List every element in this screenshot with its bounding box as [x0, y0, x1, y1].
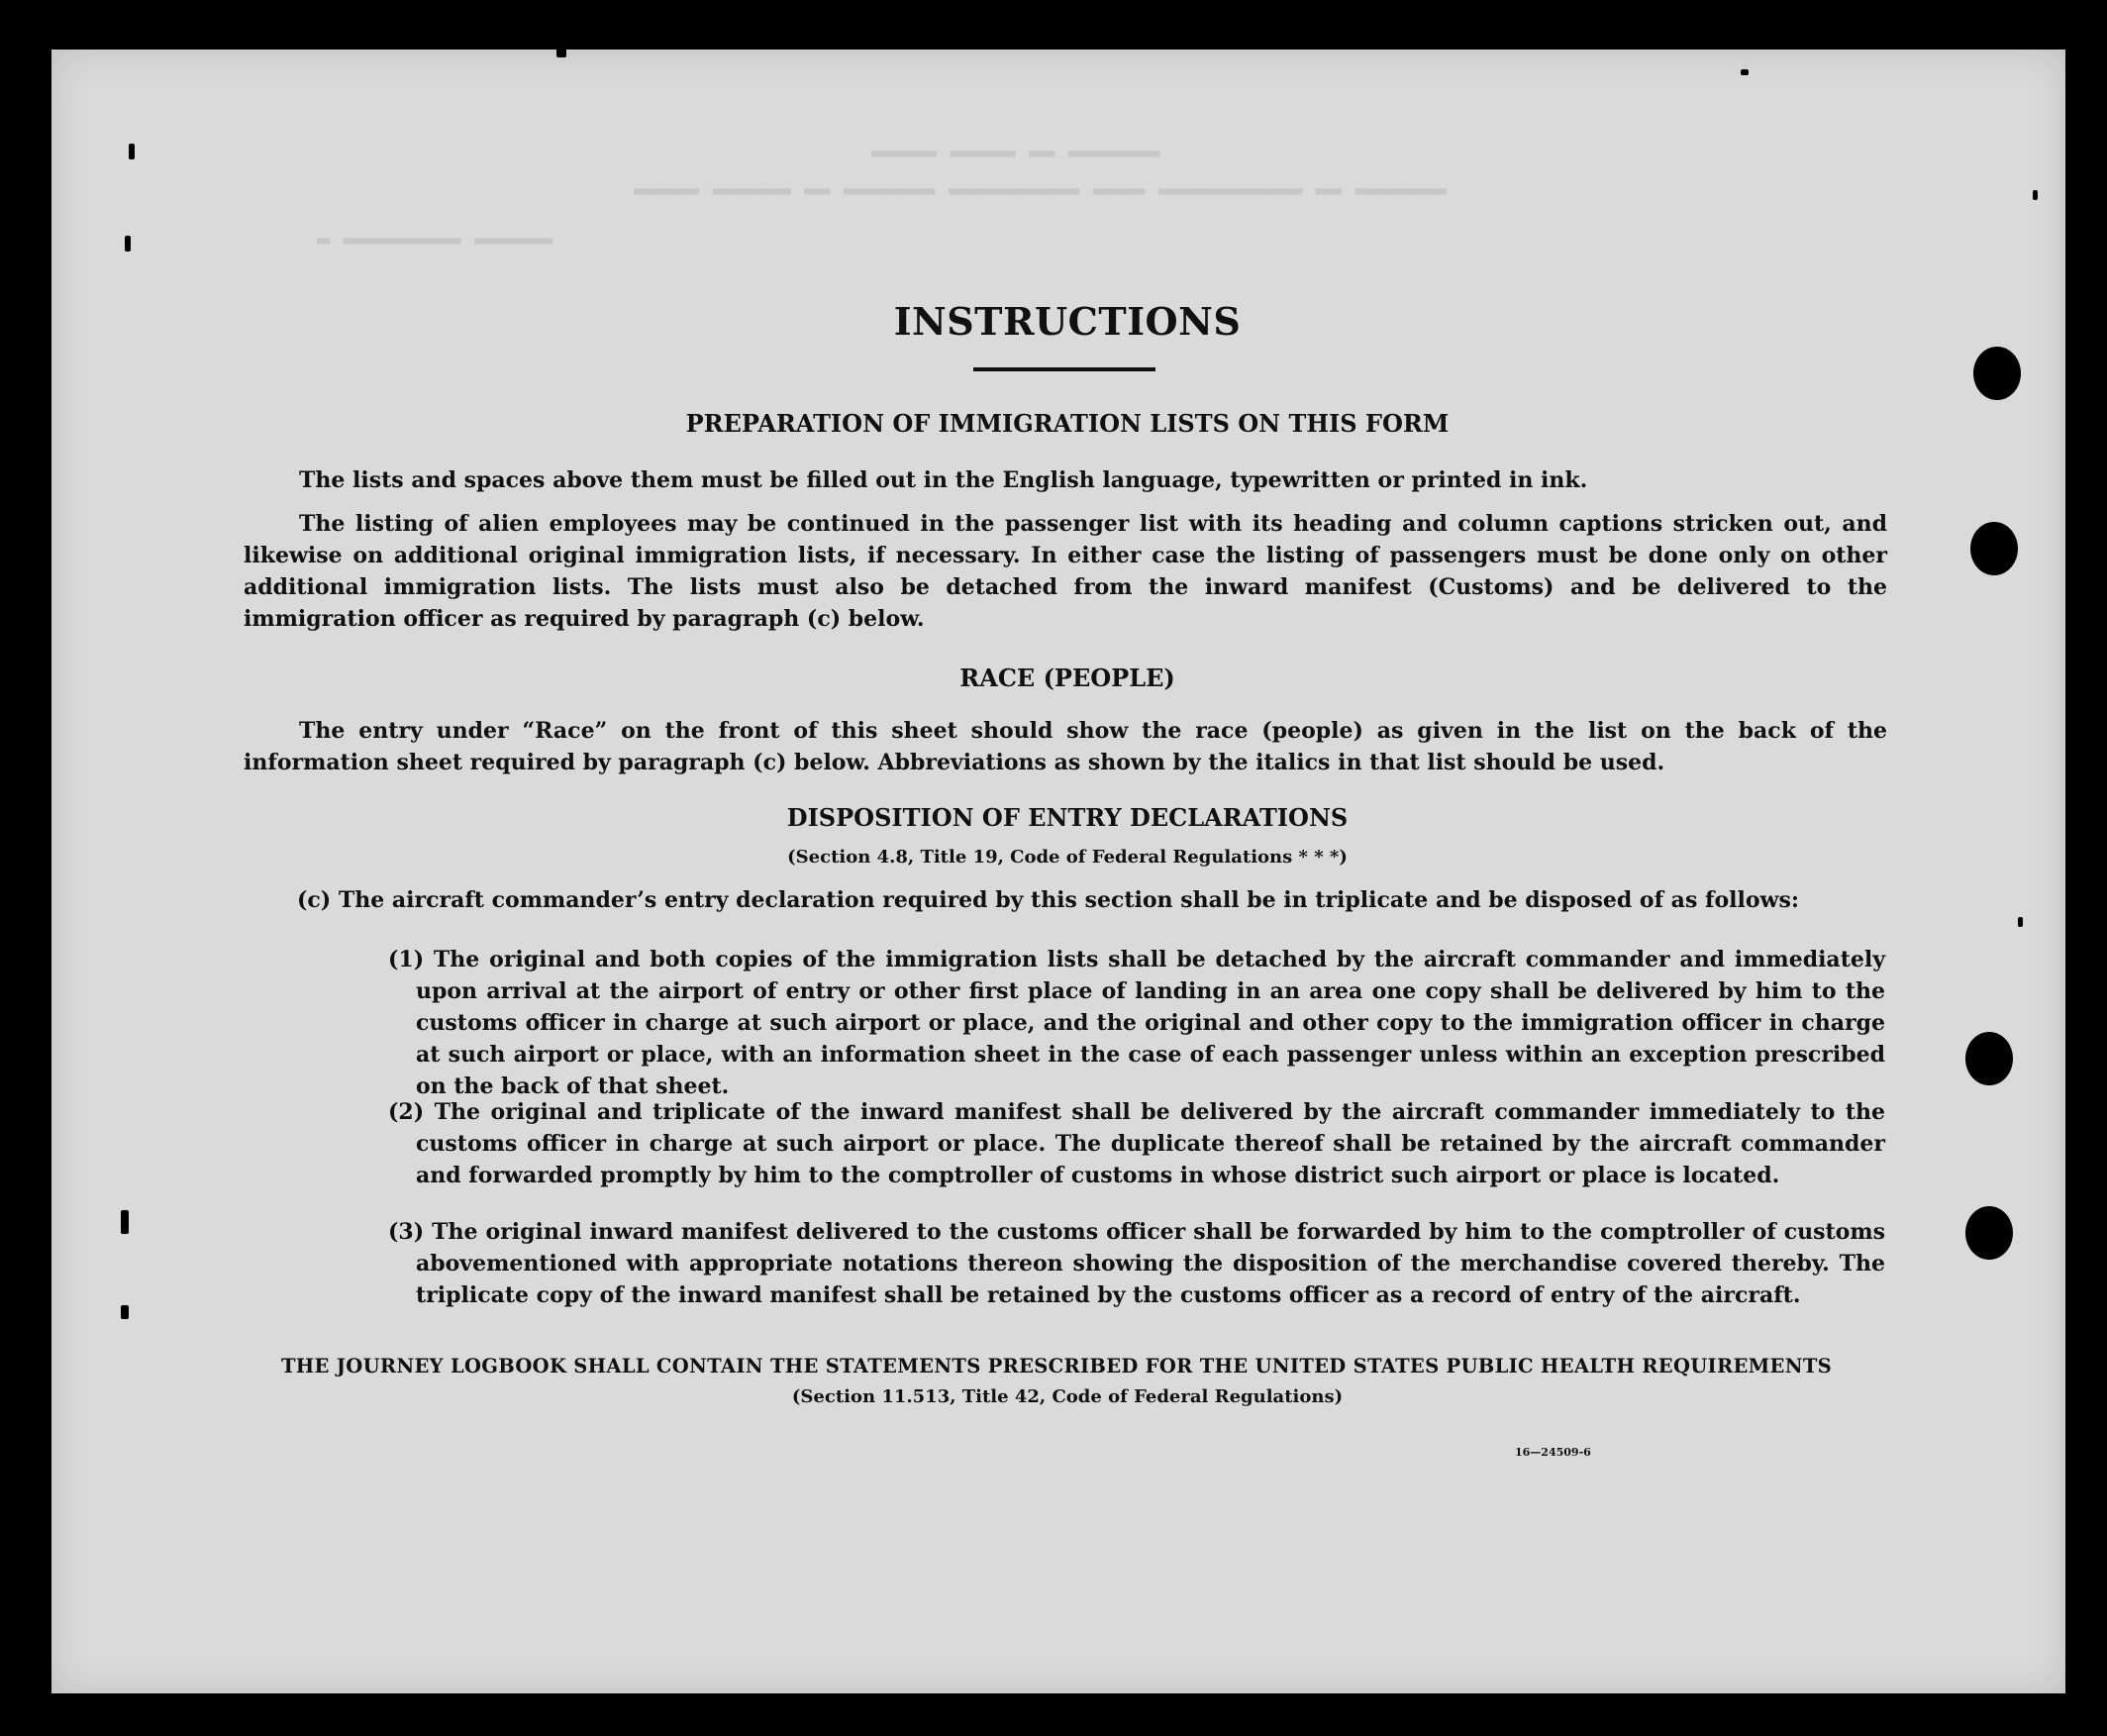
bleed-through-text: ▬ ▬▬▬▬▬▬▬▬▬ ▬▬▬▬▬▬	[317, 228, 553, 253]
footer-citation: (Section 11.513, Title 42, Code of Federal Regulations)	[791, 1386, 1344, 1407]
page-title: INSTRUCTIONS	[893, 299, 1242, 344]
bleed-through-text: ▬▬▬▬▬ ▬▬▬▬▬▬ ▬▬ ▬▬▬▬▬▬▬ ▬▬▬▬▬▬▬▬▬▬ ▬▬▬▬ ▬▬▬▬▬▬▬▬▬▬▬ ▬▬ ▬▬▬▬▬▬▬	[634, 178, 1448, 203]
section-heading-immigration-lists: PREPARATION OF IMMIGRATION LISTS ON THIS FORM	[685, 409, 1450, 438]
bleed-through-text: ▬▬▬▬▬ ▬▬▬▬▬ ▬▬ ▬▬▬▬▬▬▬	[871, 141, 1160, 165]
scan-speck	[121, 1210, 129, 1234]
footer-health-requirements: THE JOURNEY LOGBOOK SHALL CONTAIN THE STATEMENTS PRESCRIBED FOR THE UNITED STATES PUBLIC HEALTH REQUIREMENTS	[280, 1355, 1833, 1378]
section-heading-disposition: DISPOSITION OF ENTRY DECLARATIONS	[786, 803, 1349, 832]
section-heading-race: RACE (PEOPLE)	[959, 664, 1175, 692]
scan-speck	[129, 144, 135, 159]
scan-speck	[121, 1305, 129, 1319]
scan-speck	[2033, 190, 2038, 200]
paragraph-c-intro: (c) The aircraft commander’s entry declaration required by this section shall be in triplicate and be disposed of as follows:	[297, 887, 1799, 913]
binder-hole	[1965, 1206, 2013, 1260]
binder-hole	[1965, 1032, 2013, 1085]
binder-hole	[1970, 522, 2018, 575]
scan-speck	[556, 44, 566, 57]
list-item-1: (1) The original and both copies of the immigration lists shall be detached by the aircraft commander and immediately upon arrival at the airport of entry or other first place of landing in an area one copy shall be delivered by him to the customs officer in charge at such airport or place, and the original and other copy to the immigration officer in charge at such airport or place, with an information sheet in the case of each passenger unless within an exception prescribed on the back of that sheet.	[388, 947, 1885, 1099]
paragraph-alien-employees: The listing of alien employees may be continued in the passenger list with its heading and column captions stricken out, and likewise on additional original immigration lists, if necessary. In either case the listing of passengers must be done only on other additional immigration lists. The lists must also be detached from the inward manifest (Customs) and be delivered to the immigration officer as required by paragraph (c) below.	[244, 511, 1887, 632]
document-page	[51, 50, 2065, 1693]
title-underline	[973, 367, 1155, 371]
binder-hole	[1973, 347, 2021, 400]
list-item-3: (3) The original inward manifest delivered to the customs officer shall be forwarded by him to the comptroller of customs abovementioned with appropriate notations thereon showing the disposition of the merchandise covered thereby. The triplicate copy of the inward manifest shall be retained by the customs officer as a record of entry of the aircraft.	[388, 1219, 1885, 1308]
scan-speck	[1741, 69, 1749, 75]
paragraph-race-entry: The entry under “Race” on the front of this sheet should show the race (people) as given in the list on the back of the information sheet required by paragraph (c) below. Abbreviations as shown by the italics in that list should be used.	[244, 718, 1887, 775]
form-number: 16—24509-6	[1515, 1446, 1591, 1459]
regulation-citation: (Section 4.8, Title 19, Code of Federal Regulations * * *)	[787, 847, 1348, 868]
scan-speck	[125, 236, 131, 252]
scan-speck	[2018, 917, 2023, 927]
list-item-2: (2) The original and triplicate of the inward manifest shall be delivered by the aircraft commander immediately to the customs officer in charge at such airport or place. The duplicate thereof shall be retained by the aircraft commander and forwarded promptly by him to the comptroller of customs in whose district such airport or place is located.	[388, 1099, 1885, 1188]
paragraph-language: The lists and spaces above them must be filled out in the English language, typewritten or printed in ink.	[299, 467, 1588, 493]
